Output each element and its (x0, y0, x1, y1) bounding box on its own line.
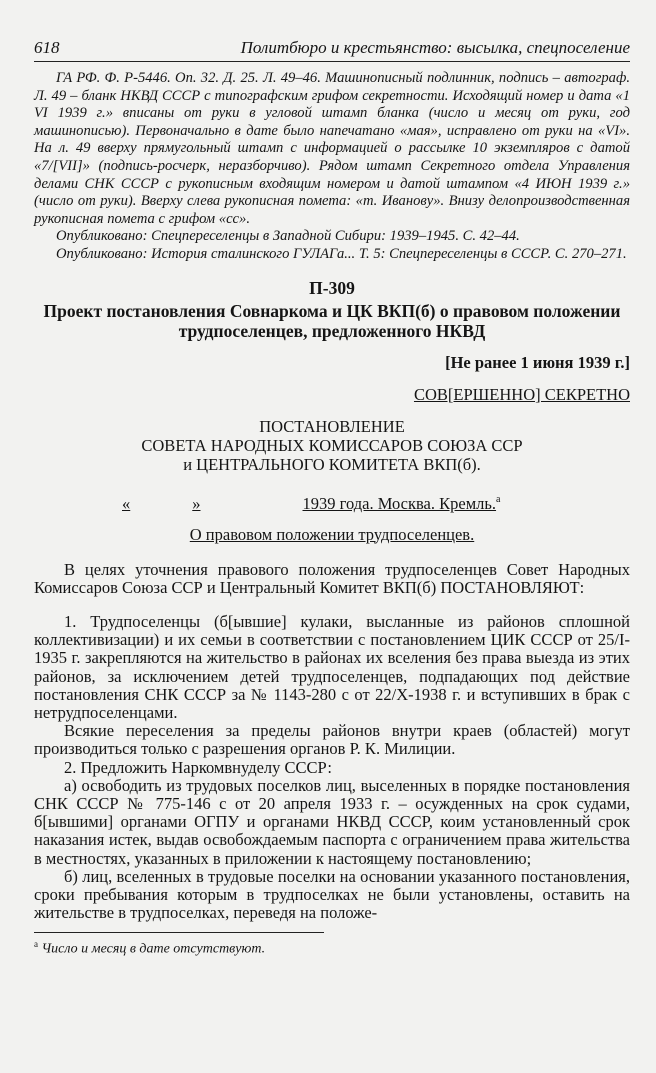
archival-source: ГА РФ. Ф. Р-5446. Оп. 32. Д. 25. Л. 49–46. Машинописный подлинник, подпись – автограф. Л. 49 – бланк НКВД СССР с типографским грифом секретности. Исходящий номер и дата «1 VI 1939 г.» вписаны от руки в угловой штамп бланка (число и месяц от руки, год машинописью). Первоначально в дате было напечатано «мая», исправлено от руки на «VI». На л. 49 вверху прямугольный штамп с информацией о рассылке 10 экземпляров с датой «7/[VII]» (подпись-росчерк, неразборчиво). Рядом штамп Секретного отдела Управления делами СНК СССР с рукописным входящим номером и датой штампом «4 ИЮН 1939 г.» (число от руки). Вверху слева рукописная помета: «т. Иванову». Внизу делопроизводственная рукописная помета с грифом «сс». (34, 70, 630, 227)
archival-note (34, 70, 630, 264)
dateline-open-quote: « (122, 493, 131, 513)
body-paragraph: б) лиц, вселенных в трудовые поселки на основании указанного постановления, сроки пребывания которым в трудпоселках не были установлены, оставить на жительстве в трудпоселках, переведя на положе- (34, 866, 630, 923)
footnote-divider (34, 932, 324, 933)
body-paragraph: 1. Трудпоселенцы (б[ывшие] кулаки, высланные из районов сплошной коллективизации) и их семьи в соответствии с постановлением ЦИК СССР от 25/I-1935 г. закрепляются на жительство в районах их вселения без права выезда из этих районов, за исключением детей трудпоселенцев, подпадающих под действие постановления СНК СССР за № 1143-280 с от 22/X-1938 г. и вступивших в брак с нетрудпоселенцами. (34, 611, 630, 722)
dateline (122, 494, 630, 514)
decree-heading-line-1: ПОСТАНОВЛЕНИЕ (259, 416, 405, 436)
body-paragraph: 2. Предложить Наркомвнуделу СССР: (64, 757, 332, 777)
decree-heading (34, 417, 630, 474)
footnote-mark: а (34, 939, 38, 950)
decree-heading-line-3: и ЦЕНТРАЛЬНОГО КОМИТЕТА ВКП(б). (183, 454, 481, 474)
decree-body (34, 561, 630, 923)
dateline-footnote-mark: а (496, 493, 501, 505)
running-title: Политбюро и крестьянство: высылка, спецпоселение (240, 38, 630, 57)
footnote (34, 939, 630, 958)
body-paragraph: а) освободить из трудовых поселков лиц, выселенных в порядке постановления СНК СССР № 775-146 с от 20 апреля 1933 г. – осужденных на срок судами, б[ывшими] органами ОГПУ и органами НКВД СССР, коим установленный срок наказания истек, выдав освобождаемым паспорта с ограничением права жительства в местностях, указанных в приложении к настоящему постановлению; (34, 775, 630, 868)
document-date: [Не ранее 1 июня 1939 г.] (445, 352, 630, 372)
publication-ref-1: Опубликовано: Спецпереселенцы в Западной Сибири: 1939–1945. С. 42–44. (56, 228, 520, 245)
body-paragraph: В целях уточнения правового положения трудпоселенцев Совет Народных Комиссаров Союза ССР и Центральный Комитет ВКП(б) ПОСТАНОВЛЯЮТ: (34, 559, 630, 597)
decree-heading-line-2: СОВЕТА НАРОДНЫХ КОМИССАРОВ СОЮЗА ССР (141, 435, 523, 455)
publication-ref-2: Опубликовано: История сталинского ГУЛАГа... Т. 5: Спецпереселенцы в СССР. С. 270–271. (56, 245, 627, 262)
page-number: 618 (34, 38, 60, 57)
dateline-blank (122, 494, 303, 514)
footnote-text: Число и месяц в дате отсутствуют. (41, 942, 266, 958)
secrecy-stamp (34, 385, 630, 405)
document-title: Проект постановления Совнаркома и ЦК ВКП(б) о правовом положении трудпоселенцев, предложенного НКВД (43, 300, 621, 341)
running-header (34, 38, 630, 62)
decree-subject-text: О правовом положении трудпоселенцев. (189, 524, 475, 544)
dateline-text: 1939 года. Москва. Кремль. (302, 493, 497, 513)
decree-subject (34, 525, 630, 545)
secrecy-label: СОВ[ЕРШЕННО] СЕКРЕТНО (413, 384, 630, 404)
body-paragraph: Всякие переселения за пределы районов внутри краев (областей) могут производиться только с разрешения органов Р. К. Милиции. (34, 721, 630, 759)
document-number: П-309 (309, 277, 355, 298)
dateline-close-quote: » (192, 493, 201, 513)
